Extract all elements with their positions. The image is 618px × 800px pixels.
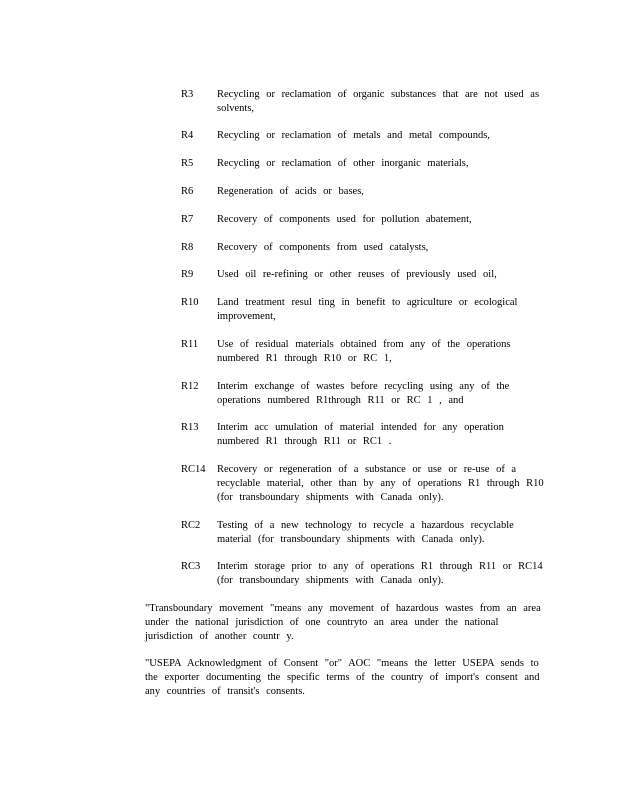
operation-description: Recycling or reclamation of other inorganic materials, — [217, 158, 469, 169]
operation-description: Recycling or reclamation of metals and metal compounds, — [217, 130, 490, 141]
definition-transboundary-movement: "Transboundary movement "means any movement of hazardous wastes from an area under the national jurisdiction of one countryto an area under the national jurisdiction of another countr y. — [145, 603, 541, 642]
operation-description: Land treatment resul ting in benefit to agriculture or ecological improvement, — [217, 297, 518, 322]
operation-code: RC2 — [181, 520, 201, 531]
operation-description: Regeneration of acids or bases, — [217, 186, 364, 197]
operation-code: R11 — [181, 339, 199, 350]
operation-code: R4 — [181, 130, 194, 141]
operation-code: RC3 — [181, 561, 201, 572]
operation-description: Use of residual materials obtained from any of the operations numbered R1 through R10 or RC 1, — [217, 339, 511, 364]
operation-description: Recovery of components used for pollution abatement, — [217, 214, 472, 225]
operation-description: Recovery or regeneration of a substance or use or re-use of a recyclable material, other than by any of operations R1 through R10 (for transboundary shipments with Canada only). — [217, 464, 544, 503]
operation-description: Recycling or reclamation of organic substances that are not used as solvents, — [217, 89, 540, 114]
operation-code: R9 — [181, 269, 194, 280]
operation-code: R7 — [181, 214, 194, 225]
operation-code: R5 — [181, 158, 194, 169]
operation-description: Used oil re-refining or other reuses of previously used oil, — [217, 269, 497, 280]
definition-usepa-acknowledgment: "USEPA Acknowledgment of Consent "or" AOC "means the letter USEPA sends to the exporter documenting the specific terms of the country of import's consent and any countries of transit's consents. — [145, 658, 540, 697]
operation-description: Testing of a new technology to recycle a hazardous recyclable material (for transboundary shipments with Canada only). — [217, 520, 514, 545]
operation-code: R6 — [181, 186, 194, 197]
operation-code: R13 — [181, 422, 199, 433]
operation-description: Recovery of components from used catalysts, — [217, 242, 429, 253]
operation-code: R8 — [181, 242, 194, 253]
operation-description: Interim acc umulation of material intended for any operation numbered R1 through R11 or RC1 . — [217, 422, 504, 447]
operation-code: R12 — [181, 381, 199, 392]
operation-description: Interim exchange of wastes before recycling using any of the operations numbered R1through R11 or RC 1 , and — [217, 381, 510, 406]
operation-code: R10 — [181, 297, 199, 308]
operation-description: Interim storage prior to any of operations R1 through R11 or RC14 (for transboundary shipments with Canada only). — [217, 561, 543, 586]
operation-code: R3 — [181, 89, 194, 100]
operation-code: RC14 — [181, 464, 206, 475]
